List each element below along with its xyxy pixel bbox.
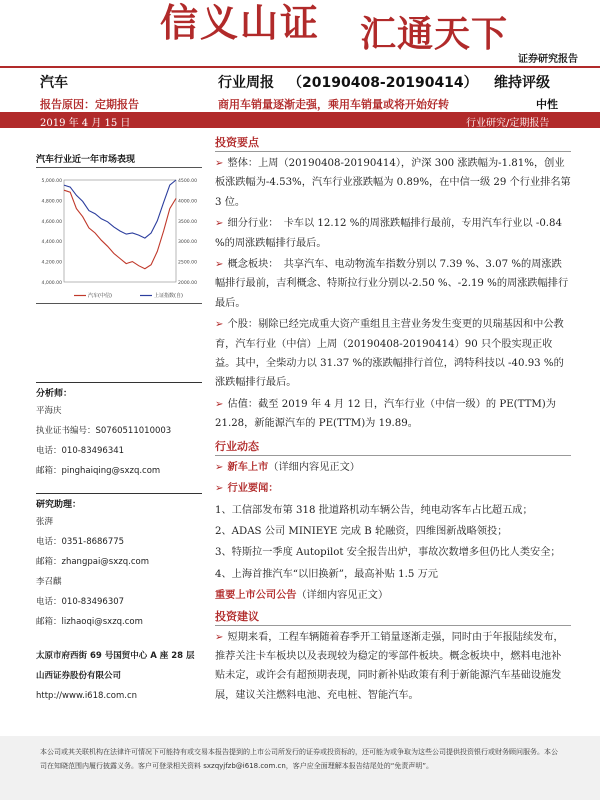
market-chart-svg [36, 174, 202, 304]
analyst-name: 平海庆 [36, 406, 62, 416]
left-sidebar [36, 150, 202, 706]
company-address: 太原市府西街 69 号国贸中心 A 座 28 层 [36, 651, 195, 661]
footer-disclaimer: 本公司或其关联机构在法律许可情况下可能持有或交易本报告提到的上市公司所发行的证券或投资标的，还可能为或争取为这些公司提供投资银行或财务顾问服务。本公司在知晓范围内履行披露义务。客户可登录相关资料 sxzqyjfzb@i618.com.cn，客户应全面理解本报告结尾处的“免责声明”。 [40, 748, 558, 770]
y-right-tick-label: 3000.00 [178, 240, 197, 246]
rating-value: 中性 [536, 98, 558, 111]
assistant2-name: 李召麒 [36, 577, 62, 587]
rating-label: 维持评级 [494, 75, 550, 91]
bullet-arrow-icon: ➢ [215, 259, 224, 271]
section-investment-advice: 投资建议 [215, 608, 571, 626]
assistant2-phone: 电话：010-83496307 [36, 597, 125, 607]
y-left-tick-label: 4,800.00 [41, 199, 62, 205]
header-divider [0, 66, 600, 68]
report-headline: 商用车销量逐渐走强，乘用车销量或将开始好转 [218, 98, 449, 111]
y-right-tick-label: 4000.00 [178, 199, 197, 205]
bullet-arrow-icon: ➢ [215, 483, 224, 495]
header-banner [0, 0, 600, 68]
chart-title: 汽车行业近一年市场表现 [36, 152, 202, 168]
paragraph-valuation: ➢ 估值：截至 2019 年 4 月 12 日，汽车行业（中信一级）的 PE(TTM)为 21.28，新能源汽车的 PE(TTM)为 19.89。 [215, 398, 556, 430]
bullet-arrow-icon: ➢ [215, 461, 224, 473]
news-heading-line: ➢ 行业要闻： [215, 483, 279, 495]
bullet-arrow-icon: ➢ [215, 218, 224, 230]
news-item-4: 4、上海首推汽车“以旧换新”，最高补贴 1.5 万元 [215, 568, 438, 580]
news-item-2: 2、ADAS 公司 MINIEYE 完成 B 轮融资，四维图新战略领投； [215, 525, 508, 537]
y-left-tick-label: 5,000.00 [41, 179, 62, 184]
analyst-cert: 执业证书编号：S0760511010003 [36, 426, 172, 436]
y-right-tick-label: 3500.00 [178, 219, 197, 225]
new-car-link[interactable]: 新车上市 [227, 461, 269, 473]
series-line-1 [64, 180, 176, 238]
paragraph-overall: ➢ 整体：上周（20190408-20190414），沪深 300 涨跌幅为-1.81%，创业板涨跌幅为-4.53%，汽车行业涨跌幅为 0.89%，在中信一级 29 个行业排名第 3 位。 [215, 158, 571, 208]
assistant2-email[interactable]: 邮箱：lizhaoqi@sxzq.com [36, 617, 143, 627]
company-name: 山西证券股份有限公司 [36, 671, 122, 681]
news-item-1: 1、工信部发布第 318 批道路机动车辆公告，纯电动客车占比超五成； [215, 504, 533, 516]
analyst-email[interactable]: 邮箱：pinghaiqing@sxzq.com [36, 466, 161, 476]
listed-company-link[interactable]: 重要上市公司公告 [215, 590, 297, 602]
paragraph-concept: ➢ 概念板块： 共享汽车、电动物流车指数分别以 7.39 %、3.07 %的周涨跌幅排行最前，吉利概念、特斯拉行业分别以-2.50 %、-2.19 %的周涨跌幅排行最后。 [215, 259, 569, 309]
report-date: 2019 年 4 月 15 日 [40, 118, 131, 129]
legend-label: 汽车(中信) [88, 293, 112, 299]
y-left-tick-label: 4,600.00 [41, 219, 62, 225]
brand-slogan-left: 信义山证 [160, 0, 321, 45]
listed-company-line: 重要上市公司公告（详细内容见正文） [215, 590, 389, 602]
series-line-0 [64, 190, 176, 269]
report-reason: 报告原因：定期报告 [40, 98, 139, 111]
brand-slogan-right: 汇通天下 [360, 13, 509, 55]
news-item-3: 3、特斯拉一季度 Autopilot 安全报告出炉，事故次数增多但仍比人类安全； [215, 547, 561, 559]
analyst-phone: 电话：010-83496341 [36, 446, 125, 456]
report-kind: 行业周报 [218, 75, 274, 91]
report-period: （20190408-20190414） [288, 75, 478, 91]
y-left-tick-label: 4,000.00 [41, 281, 62, 286]
bullet-arrow-icon: ➢ [215, 319, 224, 331]
company-website[interactable]: http://www.i618.com.cn [36, 691, 138, 701]
paragraph-advice: ➢ 短期来看，工程车辆随着春季开工销量逐渐走强，同时由于年报陆续发布，推荐关注卡车板块以及表现较为稳定的零部件板块。概念板块中，燃料电池补贴未定，或许会有超预期表现，同时新补贴政策有利于新能源汽车基础设施发展，建议关注燃料电池、充电桩、智能汽车。 [215, 631, 564, 701]
analyst-heading: 分析师： [36, 382, 202, 399]
industry-name: 汽车 [40, 75, 68, 91]
assistant1-phone: 电话：0351-8686775 [36, 537, 125, 547]
assistant1-email[interactable]: 邮箱：zhangpai@sxzq.com [36, 557, 149, 567]
bullet-arrow-icon: ➢ [215, 398, 224, 410]
paragraph-stocks: ➢ 个股：剔除已经完成重大资产重组且主营业务发生变更的贝瑞基因和中公教育，汽车行业（中信）上周（20190408-20190414）90 只个股实现正收益。其中，全柴动力以 31.37 %的涨跌幅排行首位，鸿特科技以 -40.93 %的涨跌幅排行最后。 [215, 319, 564, 389]
section-industry-news: 行业动态 [215, 438, 571, 456]
y-left-tick-label: 4,400.00 [41, 240, 62, 246]
y-right-tick-label: 4500.00 [178, 179, 197, 184]
section-investment-highlights: 投资要点 [215, 134, 571, 152]
paragraph-subindustry: ➢ 细分行业： 卡车以 12.12 %的周涨跌幅排行最前，专用汽车行业以 -0.84 %的周涨跌幅排行最后。 [215, 218, 563, 249]
y-right-tick-label: 2000.00 [178, 281, 197, 286]
report-type-label: 证券研究报告 [518, 54, 578, 65]
main-content [215, 134, 571, 705]
report-category: 行业研究/定期报告 [466, 118, 550, 129]
y-left-tick-label: 4,200.00 [41, 260, 62, 266]
assistant1-name: 张湃 [36, 517, 54, 527]
new-car-line: ➢ 新车上市（详细内容见正文） [215, 461, 360, 473]
y-right-tick-label: 2500.00 [178, 260, 197, 266]
assistant-heading: 研究助理： [36, 493, 202, 510]
bullet-arrow-icon: ➢ [215, 158, 224, 169]
legend-label: 上证指数(自) [154, 293, 183, 299]
market-chart [36, 174, 202, 304]
bullet-arrow-icon: ➢ [215, 631, 224, 643]
